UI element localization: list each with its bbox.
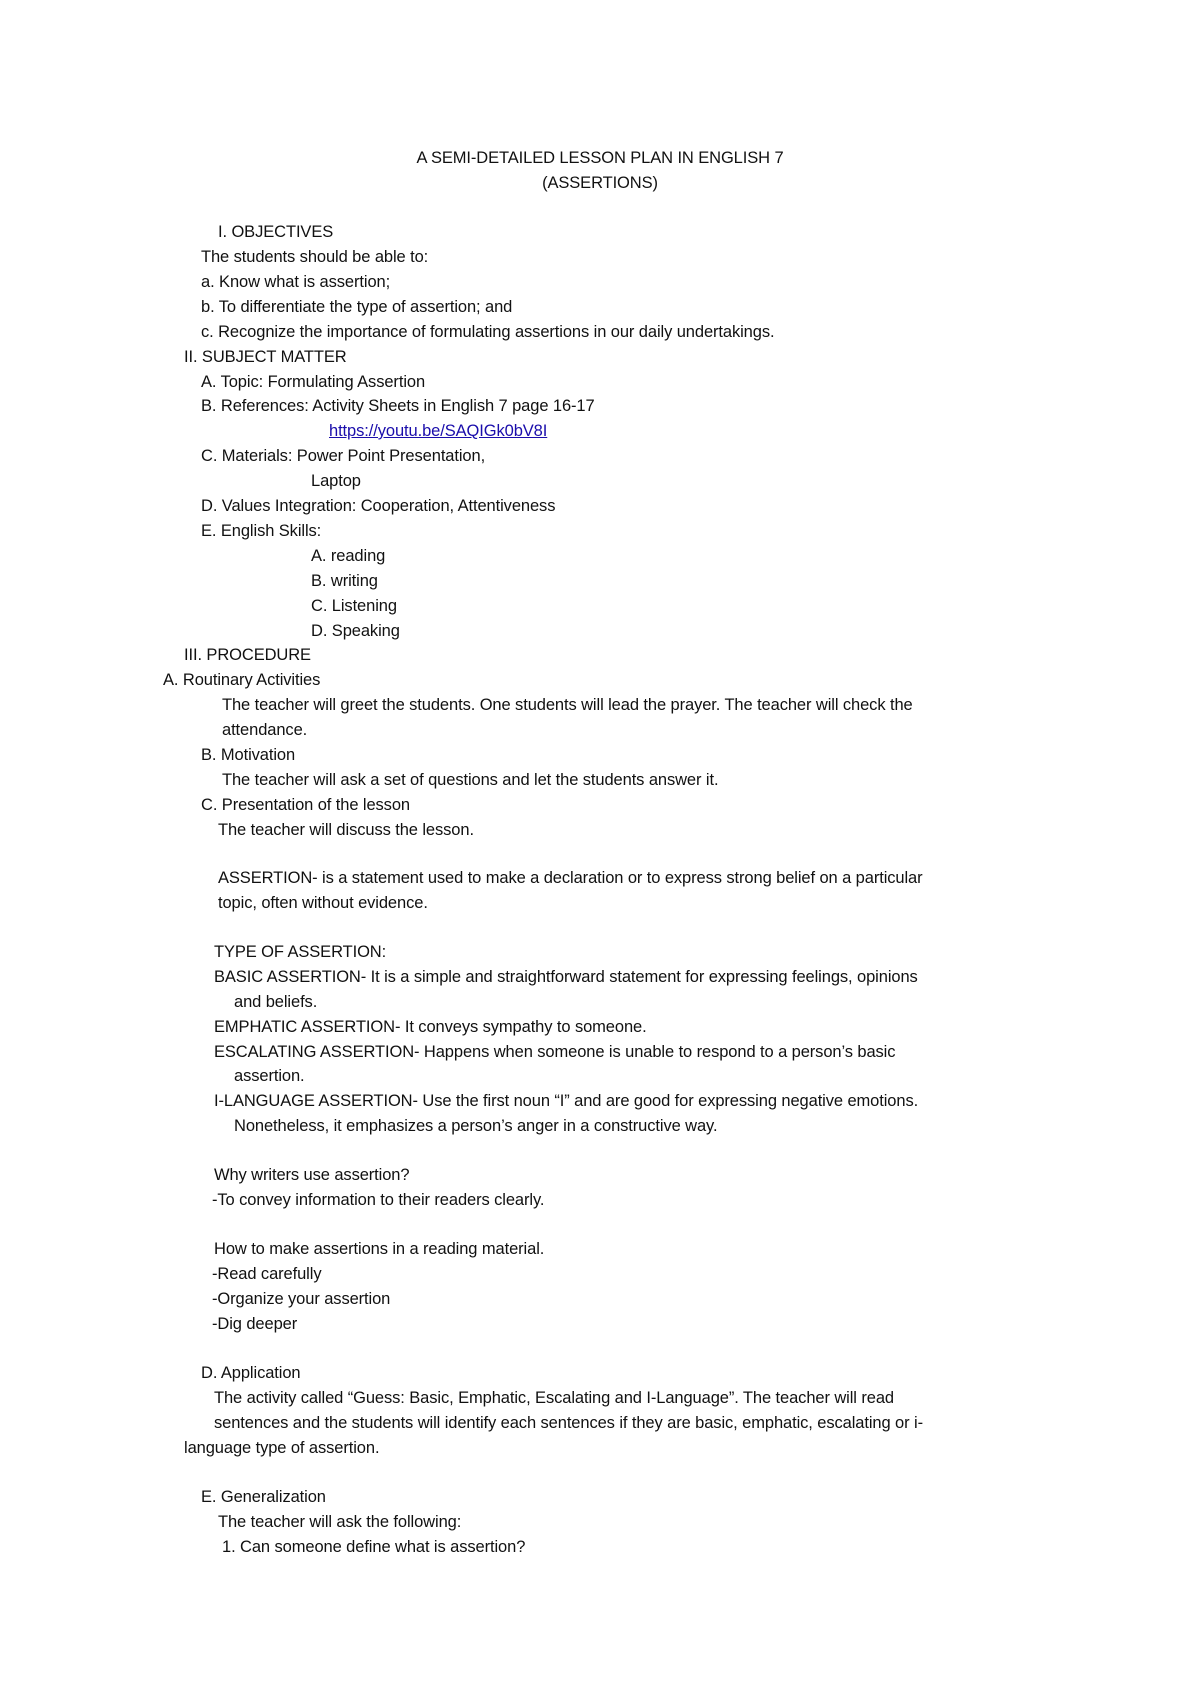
generalization-heading: E. Generalization [201, 1488, 326, 1506]
generalization-text: The teacher will ask the following: [218, 1513, 462, 1531]
i-language-assertion-2: Nonetheless, it emphasizes a person’s anger in a constructive way. [234, 1117, 718, 1135]
document-title: A SEMI-DETAILED LESSON PLAN IN ENGLISH 7 [416, 149, 784, 167]
basic-assertion-2: and beliefs. [234, 993, 318, 1011]
objective-item: b. To differentiate the type of assertion; and [201, 298, 513, 316]
application-text-2: sentences and the students will identify each sentences if they are basic, emphatic, escalating or i- [214, 1414, 923, 1432]
why-heading: Why writers use assertion? [214, 1166, 410, 1184]
i-language-assertion: I-LANGUAGE ASSERTION- Use the first noun “I” and are good for expressing negative emotions. [214, 1092, 919, 1110]
skill-item: B. writing [311, 572, 378, 590]
skills-heading: E. English Skills: [201, 522, 322, 540]
skill-item: C. Listening [311, 597, 397, 615]
how-item: -Organize your assertion [212, 1290, 391, 1308]
application-text: The activity called “Guess: Basic, Emphatic, Escalating and I-Language”. The teacher will read [214, 1389, 894, 1407]
skill-item: D. Speaking [311, 622, 400, 640]
escalating-assertion: ESCALATING ASSERTION- Happens when someone is unable to respond to a person’s basic [214, 1043, 896, 1061]
types-heading: TYPE OF ASSERTION: [214, 943, 387, 961]
references-line: B. References: Activity Sheets in English 7 page 16-17 [201, 397, 595, 415]
presentation-text: The teacher will discuss the lesson. [218, 821, 474, 839]
materials-line-2: Laptop [311, 472, 361, 490]
how-item: -Dig deeper [212, 1315, 298, 1333]
objectives-intro: The students should be able to: [201, 248, 429, 266]
motivation-heading: B. Motivation [201, 746, 296, 764]
why-answer: -To convey information to their readers clearly. [212, 1191, 545, 1209]
escalating-assertion-2: assertion. [234, 1067, 305, 1085]
materials-line: C. Materials: Power Point Presentation, [201, 447, 486, 465]
assertion-definition-2: topic, often without evidence. [218, 894, 428, 912]
emphatic-assertion: EMPHATIC ASSERTION- It conveys sympathy to someone. [214, 1018, 647, 1036]
procedure-heading: III. PROCEDURE [184, 646, 311, 664]
how-item: -Read carefully [212, 1265, 322, 1283]
basic-assertion: BASIC ASSERTION- It is a simple and straightforward statement for expressing feelings, opinions [214, 968, 918, 986]
subject-matter-heading: II. SUBJECT MATTER [184, 348, 347, 366]
document-subtitle: (ASSERTIONS) [542, 174, 658, 192]
how-heading: How to make assertions in a reading material. [214, 1240, 545, 1258]
assertion-definition: ASSERTION- is a statement used to make a declaration or to express strong belief on a particular [218, 869, 923, 887]
objective-item: a. Know what is assertion; [201, 273, 391, 291]
routinary-text-2: attendance. [222, 721, 308, 739]
presentation-heading: C. Presentation of the lesson [201, 796, 410, 814]
values-line: D. Values Integration: Cooperation, Attentiveness [201, 497, 556, 515]
generalization-question: 1. Can someone define what is assertion? [222, 1538, 526, 1556]
application-heading: D. Application [201, 1364, 301, 1382]
routinary-text: The teacher will greet the students. One students will lead the prayer. The teacher will check the [222, 696, 913, 714]
motivation-text: The teacher will ask a set of questions and let the students answer it. [222, 771, 719, 789]
application-text-3: language type of assertion. [184, 1439, 380, 1457]
reference-link[interactable]: https://youtu.be/SAQIGk0bV8I [329, 422, 548, 440]
objectives-heading: I. OBJECTIVES [218, 223, 334, 241]
skill-item: A. reading [311, 547, 386, 565]
routinary-heading: A. Routinary Activities [163, 671, 321, 689]
topic-line: A. Topic: Formulating Assertion [201, 373, 426, 391]
objective-item: c. Recognize the importance of formulating assertions in our daily undertakings. [201, 323, 775, 341]
